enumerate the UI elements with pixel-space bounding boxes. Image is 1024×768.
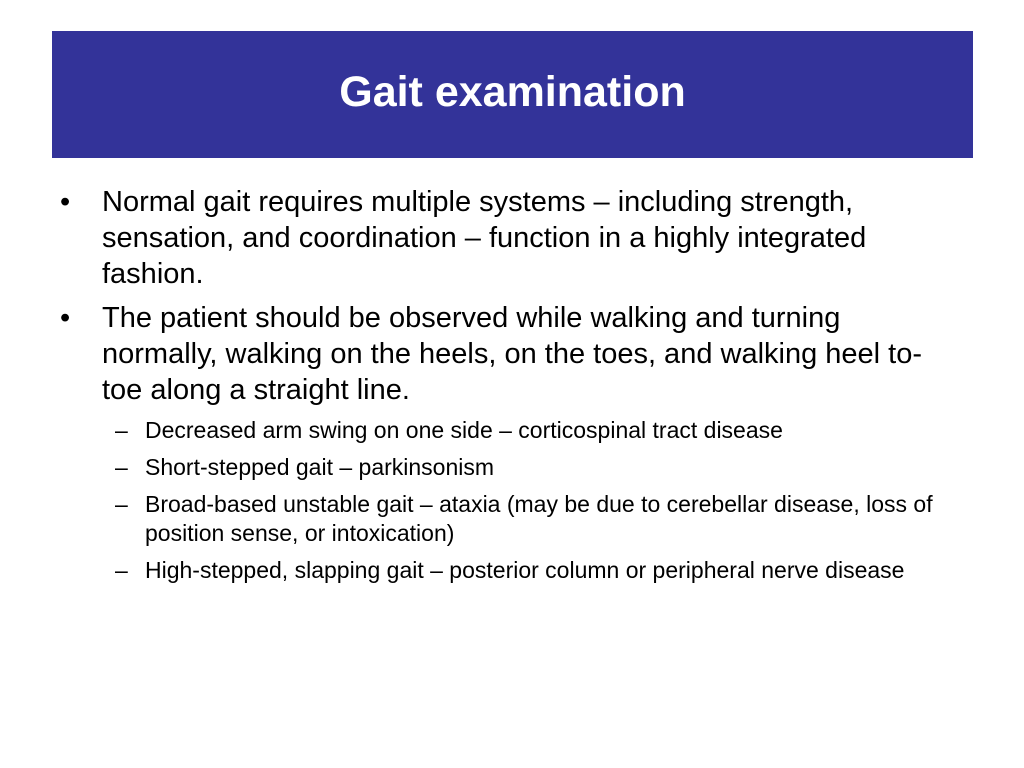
- sub-bullet-item: [115, 556, 958, 585]
- dash-marker: –: [115, 491, 128, 517]
- sub-bullet-text: Broad-based unstable gait – ataxia (may be due to cerebellar disease, loss of position sense, or intoxication): [145, 491, 933, 546]
- sub-bullet-text: Short-stepped gait – parkinsonism: [145, 454, 495, 480]
- bullet-marker: •: [60, 186, 71, 218]
- sub-bullet-item: [115, 490, 958, 548]
- bullet-item: [58, 184, 958, 292]
- bullet-text: The patient should be observed while walking and turning normally, walking on the heels, on the toes, and walking heel to-toe along a straight line.: [102, 302, 923, 406]
- sub-bullet-list: [58, 416, 958, 585]
- slide-body: [58, 184, 958, 593]
- slide-title: Gait examination: [339, 68, 686, 116]
- bullet-marker: •: [60, 302, 71, 334]
- sub-bullet-text: Decreased arm swing on one side – corticospinal tract disease: [145, 417, 783, 443]
- sub-bullet-text: High-stepped, slapping gait – posterior column or peripheral nerve disease: [145, 557, 905, 583]
- sub-bullet-item: [115, 416, 958, 445]
- title-banner: [52, 31, 973, 158]
- bullet-item: [58, 300, 958, 408]
- dash-marker: –: [115, 417, 128, 443]
- dash-marker: –: [115, 454, 128, 480]
- bullet-text: Normal gait requires multiple systems – including strength, sensation, and coordination – function in a highly integrated fashion.: [102, 186, 867, 290]
- sub-bullet-item: [115, 453, 958, 482]
- dash-marker: –: [115, 557, 128, 583]
